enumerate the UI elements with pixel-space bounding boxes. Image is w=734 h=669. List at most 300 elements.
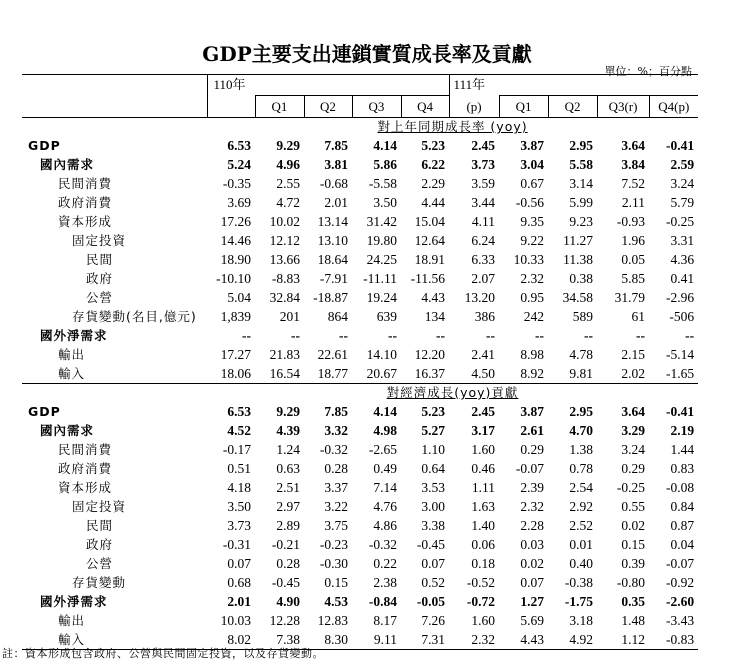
table-cell: 10.02 <box>269 214 300 229</box>
table-row <box>22 592 698 611</box>
table-cell: 4.52 <box>227 423 251 438</box>
section-title-cell <box>207 118 698 137</box>
table-cell: 12.28 <box>269 613 300 628</box>
table-cell: 12.83 <box>317 613 348 628</box>
table-cell: 2.32 <box>520 271 545 286</box>
table-cell: -0.41 <box>665 404 695 419</box>
table-cell: 18.90 <box>220 252 251 267</box>
table-cell: 6.33 <box>471 252 496 267</box>
table-cell: -0.30 <box>319 556 348 571</box>
table-cell: 0.15 <box>621 537 646 552</box>
table-cell: 11.27 <box>563 233 594 248</box>
table-cell: 3.50 <box>373 195 397 210</box>
row-label: 公營 <box>86 556 114 571</box>
table-cell: 9.11 <box>352 630 401 650</box>
table-cell: 2.07 <box>471 271 496 286</box>
table-body <box>22 118 698 650</box>
header-row-years <box>22 75 698 96</box>
table-cell: -3.43 <box>665 613 695 628</box>
table-row <box>22 421 698 440</box>
table-cell: -0.25 <box>616 480 646 495</box>
table-cell: -1.75 <box>564 594 594 609</box>
row-label: 固定投資 <box>72 233 127 248</box>
table-cell: 2.95 <box>569 138 594 153</box>
table-cell: 4.76 <box>373 499 397 514</box>
table-cell: 201 <box>279 309 300 324</box>
table-cell: 5.23 <box>421 138 446 153</box>
table-cell: 4.92 <box>548 630 597 650</box>
table-cell: 4.72 <box>276 195 300 210</box>
table-cell: 6.22 <box>421 157 446 172</box>
table-cell: -506 <box>669 309 695 324</box>
table-cell: 0.64 <box>421 461 446 476</box>
table-cell: 3.32 <box>324 423 348 438</box>
row-label: 輸入 <box>58 366 86 381</box>
header-col: Q2 <box>304 96 352 118</box>
table-cell: 1.27 <box>520 594 545 609</box>
table-cell: -0.17 <box>222 442 251 457</box>
gdp-table-container <box>22 74 698 650</box>
table-cell: 9.29 <box>276 138 300 153</box>
table-cell: 2.89 <box>276 518 300 533</box>
table-cell: 3.38 <box>421 518 446 533</box>
table-cell: 2.41 <box>471 347 496 362</box>
table-cell: 31.42 <box>366 214 397 229</box>
table-cell: 2.01 <box>324 195 348 210</box>
table-cell: 589 <box>572 309 594 324</box>
table-cell: 3.87 <box>520 404 545 419</box>
table-cell: 2.01 <box>227 594 251 609</box>
table-cell: 2.45 <box>471 404 496 419</box>
row-label: 政府消費 <box>58 461 113 476</box>
table-cell: 3.37 <box>324 480 348 495</box>
table-cell: -0.72 <box>466 594 496 609</box>
table-row <box>22 402 698 421</box>
table-cell: 8.02 <box>207 630 255 650</box>
row-label: 民間消費 <box>58 176 113 191</box>
header-col: Q4(p) <box>649 96 698 118</box>
table-cell: 1.38 <box>569 442 594 457</box>
table-cell: 0.95 <box>520 290 545 305</box>
table-cell: 0.83 <box>670 461 695 476</box>
table-cell: 1.12 <box>597 630 649 650</box>
table-cell: -2.96 <box>665 290 695 305</box>
table-cell: -- <box>242 328 251 343</box>
table-cell: 0.18 <box>471 556 496 571</box>
table-cell: -5.58 <box>368 176 397 191</box>
row-label: GDP <box>28 404 61 419</box>
table-cell: -- <box>388 328 397 343</box>
row-label: 存貨變動 <box>72 575 127 590</box>
section-header-blank <box>22 384 207 403</box>
row-label: 政府消費 <box>58 195 113 210</box>
row-label: 民間 <box>86 518 114 533</box>
table-cell: 5.04 <box>227 290 251 305</box>
table-cell: 2.32 <box>520 499 545 514</box>
table-cell: 15.04 <box>414 214 446 229</box>
table-cell: 2.02 <box>621 366 646 381</box>
table-cell: 21.83 <box>269 347 300 362</box>
table-cell: 7.85 <box>324 404 348 419</box>
table-cell: 3.81 <box>324 157 348 172</box>
header-blank-110 <box>207 96 255 118</box>
table-cell: 7.14 <box>373 480 397 495</box>
table-cell: 3.00 <box>421 499 446 514</box>
table-cell: 0.49 <box>373 461 397 476</box>
page-title: GDP主要支出連鎖實質成長率及貢獻 <box>202 42 532 66</box>
table-cell: 61 <box>631 309 646 324</box>
table-cell: 4.44 <box>421 195 446 210</box>
row-label: 國內需求 <box>40 423 95 438</box>
table-cell: -0.07 <box>515 461 545 476</box>
row-label: 固定投資 <box>72 499 127 514</box>
table-cell: -2.60 <box>665 594 695 609</box>
table-row <box>22 193 698 212</box>
row-label: 資本形成 <box>58 214 113 229</box>
table-cell: 9.22 <box>520 233 545 248</box>
table-cell: 3.84 <box>621 157 646 172</box>
table-cell: 16.54 <box>269 366 300 381</box>
table-cell: -0.68 <box>319 176 348 191</box>
table-row <box>22 136 698 155</box>
table-cell: 13.14 <box>317 214 348 229</box>
table-cell: -11.11 <box>363 271 397 286</box>
table-cell: 4.43 <box>499 630 548 650</box>
table-row <box>22 573 698 592</box>
header-col: Q2 <box>548 96 597 118</box>
table-cell: 242 <box>523 309 545 324</box>
table-cell: -0.23 <box>319 537 348 552</box>
section-header-row <box>22 384 698 403</box>
table-cell: -0.07 <box>665 556 695 571</box>
table-row <box>22 364 698 384</box>
table-cell: -2.65 <box>368 442 397 457</box>
header-blank <box>22 96 207 118</box>
table-cell: 3.29 <box>621 423 646 438</box>
table-row <box>22 478 698 497</box>
header-col: Q4 <box>401 96 449 118</box>
table-cell: 0.07 <box>421 556 446 571</box>
table-row <box>22 611 698 630</box>
table-cell: 16.37 <box>414 366 446 381</box>
table-cell: 9.23 <box>569 214 594 229</box>
table-cell: 4.70 <box>569 423 594 438</box>
table-cell: 0.35 <box>621 594 646 609</box>
table-cell: -0.52 <box>466 575 496 590</box>
table-cell: 0.55 <box>621 499 646 514</box>
table-cell: 1.63 <box>471 499 496 514</box>
table-cell: -0.32 <box>319 442 348 457</box>
table-cell: -0.21 <box>271 537 300 552</box>
table-cell: 3.14 <box>569 176 594 191</box>
header-col: Q1 <box>499 96 548 118</box>
table-cell: 17.26 <box>220 214 251 229</box>
table-cell: 14.10 <box>366 347 397 362</box>
header-year-110: 110年 <box>207 75 449 96</box>
table-cell: -5.14 <box>665 347 695 362</box>
table-cell: 9.29 <box>276 404 300 419</box>
table-cell: 22.61 <box>317 347 348 362</box>
table-cell: 2.32 <box>449 630 499 650</box>
table-cell: -0.84 <box>368 594 397 609</box>
table-cell: 2.54 <box>569 480 594 495</box>
table-cell: 2.15 <box>621 347 646 362</box>
table-cell: 0.78 <box>569 461 594 476</box>
table-cell: 0.03 <box>520 537 545 552</box>
table-cell: -0.05 <box>416 594 446 609</box>
table-cell: -- <box>486 328 496 343</box>
table-cell: 3.53 <box>421 480 446 495</box>
table-cell: 1,839 <box>220 309 251 324</box>
table-cell: 5.69 <box>520 613 545 628</box>
table-cell: 14.46 <box>220 233 251 248</box>
table-cell: -- <box>636 328 646 343</box>
table-cell: 2.45 <box>471 138 496 153</box>
table-cell: 6.53 <box>227 404 251 419</box>
table-cell: 1.24 <box>276 442 300 457</box>
table-cell: 18.64 <box>317 252 348 267</box>
table-cell: 1.60 <box>471 613 496 628</box>
table-cell: 1.96 <box>621 233 646 248</box>
table-cell: 4.11 <box>471 214 496 229</box>
table-cell: 2.52 <box>569 518 594 533</box>
table-cell: -0.93 <box>616 214 646 229</box>
table-cell: 18.77 <box>317 366 348 381</box>
table-cell: -0.32 <box>368 537 397 552</box>
table-cell: 0.68 <box>227 575 251 590</box>
header-col: Q3 <box>352 96 401 118</box>
table-cell: 8.92 <box>520 366 545 381</box>
table-cell: 3.75 <box>324 518 348 533</box>
table-cell: 4.36 <box>670 252 695 267</box>
table-cell: 5.23 <box>421 404 446 419</box>
table-cell: 0.04 <box>670 537 695 552</box>
table-cell: 3.44 <box>471 195 496 210</box>
table-cell: 4.53 <box>324 594 348 609</box>
table-cell: 0.51 <box>227 461 251 476</box>
table-row <box>22 174 698 193</box>
table-cell: 3.50 <box>227 499 251 514</box>
table-cell: 0.46 <box>471 461 496 476</box>
table-cell: 0.29 <box>621 461 646 476</box>
table-cell: 0.07 <box>520 575 545 590</box>
table-cell: 2.29 <box>421 176 446 191</box>
table-cell: 2.39 <box>520 480 545 495</box>
table-cell: -- <box>535 328 545 343</box>
table-cell: 3.31 <box>670 233 695 248</box>
table-row <box>22 326 698 345</box>
table-cell: -0.92 <box>665 575 695 590</box>
table-cell: -0.45 <box>416 537 446 552</box>
table-cell: 4.43 <box>421 290 446 305</box>
table-cell: 5.24 <box>227 157 251 172</box>
table-cell: 4.39 <box>276 423 300 438</box>
table-cell: 639 <box>376 309 397 324</box>
table-cell: 0.28 <box>324 461 348 476</box>
table-cell: 0.38 <box>569 271 594 286</box>
table-cell: 5.85 <box>621 271 646 286</box>
table-cell: 34.58 <box>562 290 594 305</box>
table-cell: 0.87 <box>670 518 695 533</box>
row-label: 國外淨需求 <box>40 594 108 609</box>
table-cell: 2.51 <box>276 480 300 495</box>
table-cell: 4.18 <box>227 480 251 495</box>
table-row <box>22 212 698 231</box>
row-label: 國內需求 <box>40 157 95 172</box>
table-cell: 1.11 <box>471 480 496 495</box>
table-cell: 32.84 <box>269 290 300 305</box>
table-cell: 3.24 <box>670 176 695 191</box>
table-cell: 386 <box>474 309 496 324</box>
table-cell: 5.99 <box>569 195 594 210</box>
table-cell: 1.40 <box>471 518 496 533</box>
header-col: (p) <box>449 96 499 118</box>
table-cell: 4.14 <box>373 138 397 153</box>
table-cell: 7.38 <box>255 630 304 650</box>
table-cell: 6.53 <box>227 138 251 153</box>
table-cell: -7.91 <box>319 271 348 286</box>
table-cell: -0.41 <box>665 138 695 153</box>
table-cell: 0.84 <box>670 499 695 514</box>
section-header-row <box>22 118 698 137</box>
table-cell: 12.20 <box>414 347 446 362</box>
header-blank <box>22 75 207 96</box>
row-label: 存貨變動(名目,億元) <box>72 309 197 324</box>
table-cell: 3.69 <box>227 195 251 210</box>
table-cell: 0.05 <box>621 252 646 267</box>
table-cell: 0.22 <box>373 556 397 571</box>
table-cell: 3.17 <box>471 423 496 438</box>
table-row <box>22 459 698 478</box>
table-row <box>22 554 698 573</box>
table-cell: 4.98 <box>373 423 397 438</box>
table-cell: 3.18 <box>569 613 594 628</box>
table-cell: 1.44 <box>670 442 695 457</box>
table-cell: 1.60 <box>471 442 496 457</box>
table-cell: 4.14 <box>373 404 397 419</box>
table-cell: 18.91 <box>414 252 446 267</box>
row-label: 輸入 <box>22 630 207 650</box>
table-cell: -0.45 <box>271 575 300 590</box>
table-cell: 13.10 <box>317 233 348 248</box>
table-cell: -8.83 <box>271 271 300 286</box>
table-cell: 7.26 <box>421 613 446 628</box>
table-cell: -0.08 <box>665 480 695 495</box>
table-row <box>22 497 698 516</box>
table-cell: 6.24 <box>471 233 496 248</box>
table-cell: -18.87 <box>313 290 348 305</box>
row-label: 國外淨需求 <box>40 328 108 343</box>
table-cell: 3.73 <box>471 157 496 172</box>
table-row <box>22 155 698 174</box>
table-cell: -0.83 <box>649 630 698 650</box>
table-cell: 2.19 <box>670 423 695 438</box>
section-title: 對經濟成長(yoy)貢獻 <box>386 385 519 400</box>
table-cell: 12.64 <box>414 233 446 248</box>
table-cell: -0.25 <box>665 214 695 229</box>
table-row <box>22 535 698 554</box>
table-cell: 0.39 <box>621 556 646 571</box>
table-row <box>22 307 698 326</box>
table-cell: 5.79 <box>670 195 695 210</box>
table-cell: 4.86 <box>373 518 397 533</box>
table-row <box>22 231 698 250</box>
unit-label: 單位：%；百分點 <box>604 65 692 78</box>
row-label: 政府 <box>86 537 114 552</box>
row-label: 民間 <box>86 252 114 267</box>
table-cell: 10.03 <box>220 613 251 628</box>
table-cell: 7.85 <box>324 138 348 153</box>
table-cell: 13.66 <box>269 252 300 267</box>
table-cell: -0.38 <box>564 575 594 590</box>
table-cell: 1.10 <box>421 442 446 457</box>
table-cell: 134 <box>424 309 446 324</box>
table-cell: -- <box>291 328 300 343</box>
section-title-cell <box>207 384 698 403</box>
header-row-quarters <box>22 96 698 118</box>
table-cell: 2.11 <box>621 195 646 210</box>
table-cell: 2.28 <box>520 518 545 533</box>
section-title: 對上年同期成長率 (yoy) <box>377 119 528 134</box>
table-cell: 2.97 <box>276 499 300 514</box>
table-cell: 0.02 <box>520 556 545 571</box>
gdp-table <box>22 74 698 650</box>
table-cell: 4.50 <box>471 366 496 381</box>
table-cell: -11.56 <box>410 271 446 286</box>
table-cell: 1.48 <box>621 613 646 628</box>
table-cell: 8.98 <box>520 347 545 362</box>
table-cell: 5.58 <box>569 157 594 172</box>
table-cell: 0.02 <box>621 518 646 533</box>
table-cell: 2.92 <box>569 499 594 514</box>
header-col: Q1 <box>255 96 304 118</box>
row-label: 民間消費 <box>58 442 113 457</box>
table-cell: -- <box>339 328 348 343</box>
table-cell: 7.31 <box>401 630 449 650</box>
table-cell: 3.73 <box>227 518 251 533</box>
table-cell: -1.65 <box>665 366 695 381</box>
table-cell: 31.79 <box>614 290 646 305</box>
table-cell: 3.87 <box>520 138 545 153</box>
table-row <box>22 269 698 288</box>
table-cell: 4.78 <box>569 347 594 362</box>
table-cell: 8.30 <box>304 630 352 650</box>
table-cell: 2.38 <box>373 575 397 590</box>
table-cell: 10.33 <box>513 252 545 267</box>
table-cell: 8.17 <box>373 613 397 628</box>
table-row <box>22 288 698 307</box>
table-cell: 24.25 <box>366 252 397 267</box>
table-cell: 0.07 <box>227 556 251 571</box>
table-cell: -0.35 <box>222 176 251 191</box>
table-cell: 0.06 <box>471 537 496 552</box>
table-cell: 20.67 <box>366 366 397 381</box>
table-cell: 4.96 <box>276 157 300 172</box>
table-cell: 3.04 <box>520 157 545 172</box>
table-cell: 13.20 <box>464 290 496 305</box>
row-label: 公營 <box>86 290 114 305</box>
table-cell: 2.59 <box>670 157 695 172</box>
table-cell: 3.64 <box>621 404 646 419</box>
table-cell: 3.22 <box>324 499 348 514</box>
row-label: 資本形成 <box>58 480 113 495</box>
table-cell: -0.31 <box>222 537 251 552</box>
table-cell: -0.56 <box>515 195 545 210</box>
table-cell: 0.63 <box>276 461 300 476</box>
table-cell: 5.86 <box>373 157 397 172</box>
table-cell: 17.27 <box>220 347 251 362</box>
table-cell: 2.55 <box>276 176 300 191</box>
